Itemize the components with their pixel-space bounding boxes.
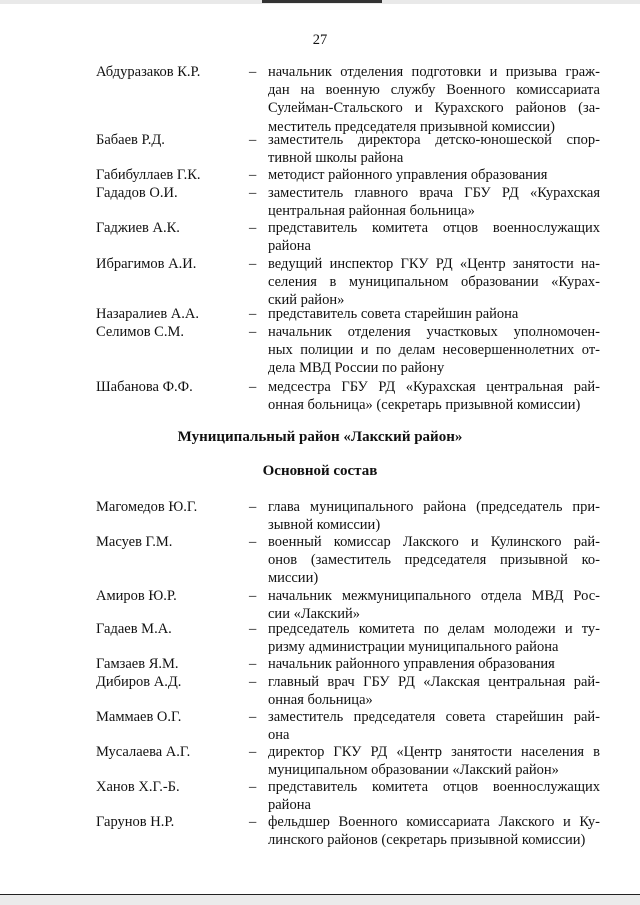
role-line: она xyxy=(268,727,290,744)
member-name: Дибиров А.Д. xyxy=(96,674,182,690)
role-line: тивной школы района xyxy=(268,150,404,167)
member-name: Гарунов Н.Р. xyxy=(96,814,175,830)
member-role xyxy=(268,131,600,167)
role-line: онов (заместитель председателя призывной ко- xyxy=(268,552,600,569)
member-role xyxy=(268,378,600,414)
entry-dash: – xyxy=(249,379,257,395)
entry-dash: – xyxy=(249,185,257,201)
member-name: Ибрагимов А.И. xyxy=(96,256,197,272)
entry-dash: – xyxy=(249,167,257,183)
role-line: начальник отделения участковых уполномочен- xyxy=(268,324,600,340)
member-role xyxy=(268,673,600,709)
entry-dash: – xyxy=(249,588,257,604)
member-name: Масуев Г.М. xyxy=(96,534,173,550)
member-role xyxy=(268,323,600,378)
role-line: ский район» xyxy=(268,292,345,309)
member-role xyxy=(268,184,600,220)
section-title: Муниципальный район «Лакский район» xyxy=(177,429,463,445)
member-role xyxy=(268,498,600,534)
role-line: представитель совета старейшин района xyxy=(268,306,519,322)
entry-dash: – xyxy=(249,744,257,760)
role-line: начальник отделения подготовки и призыва граж- xyxy=(268,64,600,80)
entry-dash: – xyxy=(249,306,257,322)
entry-dash: – xyxy=(249,256,257,272)
member-role xyxy=(268,778,600,814)
entry-dash: – xyxy=(249,621,257,637)
page-number: 27 xyxy=(312,32,328,48)
member-role xyxy=(268,63,600,136)
member-role xyxy=(268,533,600,588)
role-line: военный комиссар Лакского и Кулинского рай- xyxy=(268,534,600,550)
role-line: селения в муниципальном образовании «Курах- xyxy=(268,274,600,291)
member-name: Гаджиев А.К. xyxy=(96,220,180,236)
scan-bottom-edge xyxy=(0,894,640,905)
entry-dash: – xyxy=(249,814,257,830)
role-line: главный врач ГБУ РД «Лакская центральная рай- xyxy=(268,674,600,690)
role-line: онная больница» xyxy=(268,692,373,709)
role-line: представитель комитета отцов военнослужащих xyxy=(268,220,600,236)
role-line: заместитель председателя совета старейшин рай- xyxy=(268,709,600,725)
role-line: начальник межмуниципального отдела МВД Рос- xyxy=(268,588,600,604)
member-role xyxy=(268,166,600,184)
role-line: глава муниципального района (председатель при- xyxy=(268,499,600,515)
role-line: председатель комитета по делам молодежи и ту- xyxy=(268,621,600,637)
entry-dash: – xyxy=(249,499,257,515)
role-line: медсестра ГБУ РД «Курахская центральная рай- xyxy=(268,379,600,395)
role-line: методист районного управления образования xyxy=(268,167,548,183)
role-line: сии «Лакский» xyxy=(268,606,361,623)
role-line: начальник районного управления образования xyxy=(268,656,555,672)
member-name: Назаралиев А.А. xyxy=(96,306,199,322)
role-line: миссии) xyxy=(268,570,319,587)
entry-dash: – xyxy=(249,674,257,690)
member-name: Гамзаев Я.М. xyxy=(96,656,179,672)
member-role xyxy=(268,655,600,673)
member-role xyxy=(268,620,600,656)
role-line: заместитель главного врача ГБУ РД «Курахская xyxy=(268,185,600,201)
entry-dash: – xyxy=(249,220,257,236)
member-name: Амиров Ю.Р. xyxy=(96,588,177,604)
entry-dash: – xyxy=(249,132,257,148)
member-name: Абдуразаков К.Р. xyxy=(96,64,201,80)
member-name: Магомедов Ю.Г. xyxy=(96,499,198,515)
role-line: онная больница» (секретарь призывной комиссии) xyxy=(268,397,581,414)
member-role xyxy=(268,587,600,623)
scan-top-mark xyxy=(262,0,382,3)
role-line: заместитель директора детско-юношеской спор- xyxy=(268,132,600,148)
section-subtitle: Основной состав xyxy=(262,463,378,479)
member-role xyxy=(268,219,600,255)
member-role xyxy=(268,305,600,323)
role-line: директор ГКУ РД «Центр занятости населения в xyxy=(268,744,600,760)
entry-dash: – xyxy=(249,709,257,725)
role-line: муниципальном образовании «Лакский район» xyxy=(268,762,559,779)
member-role xyxy=(268,813,600,849)
member-name: Мусалаева А.Г. xyxy=(96,744,191,760)
member-name: Селимов С.М. xyxy=(96,324,184,340)
role-line: ведущий инспектор ГКУ РД «Центр занятости на- xyxy=(268,256,600,272)
member-role xyxy=(268,255,600,310)
role-line: Сулейман-Стальского и Курахского районов (за- xyxy=(268,100,600,117)
role-line: района xyxy=(268,238,311,255)
member-role xyxy=(268,708,600,744)
role-line: дан на военную службу Военного комиссариата xyxy=(268,82,600,99)
member-name: Гадаев М.А. xyxy=(96,621,172,637)
role-line: дела МВД России по району xyxy=(268,360,445,377)
member-name: Ханов Х.Г.-Б. xyxy=(96,779,180,795)
member-role xyxy=(268,743,600,779)
role-line: центральная районная больница» xyxy=(268,203,475,220)
member-name: Гададов О.И. xyxy=(96,185,178,201)
member-name: Габибуллаев Г.К. xyxy=(96,167,201,183)
entry-dash: – xyxy=(249,656,257,672)
member-name: Маммаев О.Г. xyxy=(96,709,182,725)
entry-dash: – xyxy=(249,779,257,795)
role-line: ных полиции и по делам несовершеннолетних от- xyxy=(268,342,600,359)
role-line: меститель председателя призывной комиссии) xyxy=(268,118,555,135)
member-name: Бабаев Р.Д. xyxy=(96,132,165,148)
role-line: зывной комиссии) xyxy=(268,517,381,534)
role-line: линского районов (секретарь призывной комиссии) xyxy=(268,832,586,849)
role-line: района xyxy=(268,797,311,814)
member-name: Шабанова Ф.Ф. xyxy=(96,379,193,395)
role-line: представитель комитета отцов военнослужащих xyxy=(268,779,600,795)
role-line: фельдшер Военного комиссариата Лакского и Ку- xyxy=(268,814,600,830)
entry-dash: – xyxy=(249,324,257,340)
entry-dash: – xyxy=(249,64,257,80)
entry-dash: – xyxy=(249,534,257,550)
role-line: ризму администрации муниципального района xyxy=(268,639,559,656)
